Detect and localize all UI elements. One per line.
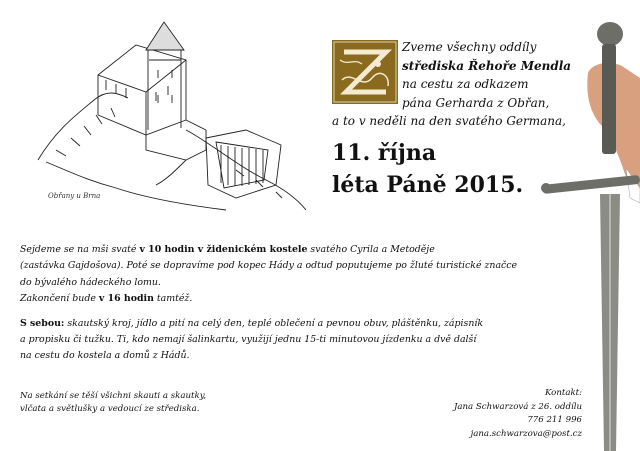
details-line: do bývalého hádeckého lomu. bbox=[20, 276, 161, 288]
details-line: S sebou: skautský kroj, jídlo a pití na celý den, teplé oblečení a pevnou obuv, pláštěnku, zápisník bbox=[20, 317, 484, 329]
details-text bbox=[20, 242, 517, 365]
invitation-line: Zveme všechny oddíly bbox=[402, 40, 537, 54]
details-line: Zakončení bude v 16 hodin tamtéž. bbox=[20, 293, 193, 305]
details-line: (zastávka Gajdošova). Poté se dopravíme pod kopec Hády a odtud poputujeme po žluté turistické značce bbox=[20, 260, 518, 272]
invitation-line: na cestu za odkazem bbox=[402, 77, 529, 91]
contact-email[interactable]: jana.schwarzova@post.cz bbox=[470, 428, 582, 439]
event-year: léta Páně 2015. bbox=[332, 172, 524, 198]
event-day: 11. října bbox=[332, 140, 437, 166]
sketch-caption: Obřany u Brna bbox=[48, 192, 101, 200]
closing-line: vlčata a světlušky a vedoucí ze střediska. bbox=[20, 403, 200, 414]
castle-sketch bbox=[36, 20, 306, 220]
contact-phone: 776 211 996 bbox=[527, 415, 582, 425]
details-line: na cestu do kostela a domů z Hádů. bbox=[20, 350, 190, 362]
contact-title: Kontakt: bbox=[544, 388, 582, 398]
invitation-line: pána Gerharda z Obřan, bbox=[402, 95, 550, 110]
invitation-line: střediska Řehoře Mendla bbox=[402, 58, 572, 73]
invitation-line: a to v neděli na den svatého Germana, bbox=[332, 114, 566, 128]
contact-block bbox=[454, 387, 582, 441]
closing-line: Na setkání se těší všichni skauti a skautky, bbox=[20, 391, 207, 401]
details-line: a propisku či tužku. Ti, kdo nemají šalinkartu, využijí jednu 15-ti minutovou jízdenku a dvě další bbox=[20, 334, 477, 346]
details-line: Sejdeme se na mši svaté v 10 hodin v židenickém kostele svatého Cyrila a Metoděje bbox=[20, 244, 435, 255]
contact-name: Jana Schwarzová z 26. oddílu bbox=[453, 401, 582, 412]
decorated-initial-z bbox=[332, 40, 398, 104]
closing-text bbox=[20, 390, 206, 415]
